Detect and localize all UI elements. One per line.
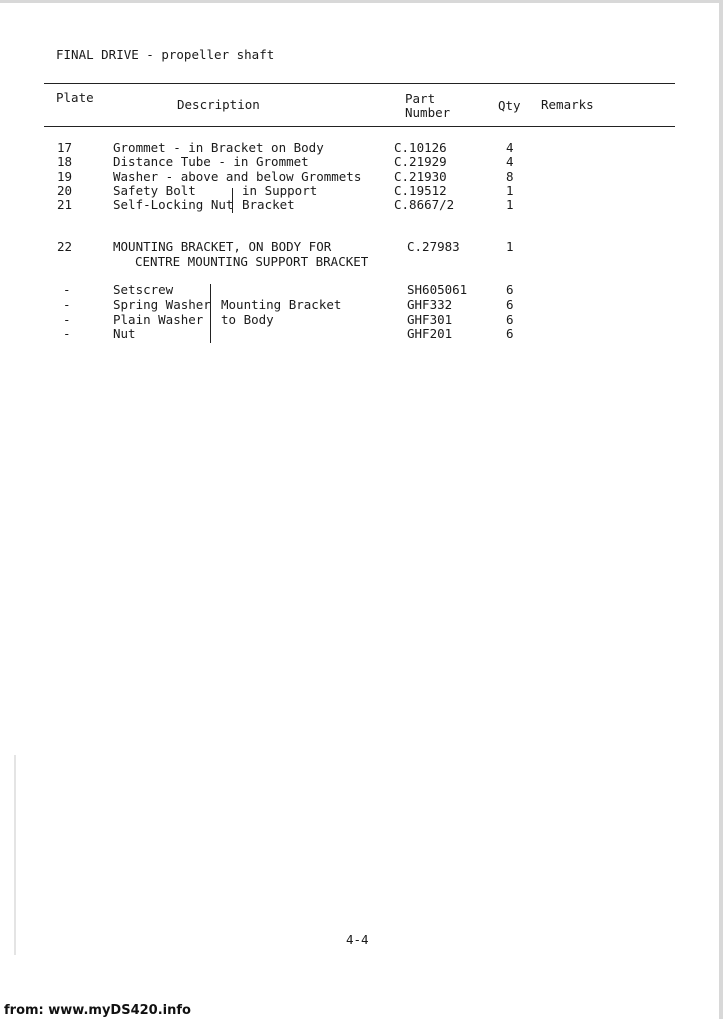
cell-qty: 1 <box>506 239 514 254</box>
cell-description: Distance Tube - in Grommet <box>113 154 309 169</box>
page-title: FINAL DRIVE - propeller shaft <box>56 47 275 62</box>
cell-plate: 21 <box>57 197 73 212</box>
header-qty: Qty <box>498 98 521 113</box>
cell-plate: 19 <box>57 169 73 184</box>
cell-plate: - <box>63 326 71 341</box>
cell-qty: 6 <box>506 312 514 327</box>
cell-description: Grommet - in Bracket on Body <box>113 140 324 155</box>
header-part-number-line2: Number <box>405 105 451 120</box>
cell-qty: 4 <box>506 140 514 155</box>
scan-edge-top <box>0 0 723 3</box>
cell-qty: 1 <box>506 183 514 198</box>
cell-part-number: SH605061 <box>407 282 468 297</box>
cell-part-number: C.21929 <box>394 154 447 169</box>
cell-plate: 17 <box>57 140 73 155</box>
cell-description: Setscrew <box>113 282 174 297</box>
page-number: 4-4 <box>346 932 369 947</box>
cell-part-number: C.10126 <box>394 140 447 155</box>
scan-edge-left <box>14 755 16 955</box>
cell-description-line2: CENTRE MOUNTING SUPPORT BRACKET <box>135 254 369 269</box>
cell-description: Plain Washer <box>113 312 204 327</box>
cell-description: Washer - above and below Grommets <box>113 169 362 184</box>
header-top-rule <box>44 83 675 84</box>
cell-part-number: C.19512 <box>394 183 447 198</box>
cell-qty: 6 <box>506 326 514 341</box>
scan-edge-right <box>719 0 723 1019</box>
cell-part-number: GHF301 <box>407 312 453 327</box>
header-remarks: Remarks <box>541 97 594 112</box>
cell-qty: 1 <box>506 197 514 212</box>
cell-part-number: GHF201 <box>407 326 453 341</box>
cell-description: Nut <box>113 326 136 341</box>
cell-part-number: C.27983 <box>407 239 460 254</box>
cell-description-line1: MOUNTING BRACKET, ON BODY FOR <box>113 239 332 254</box>
header-plate: Plate <box>56 90 94 105</box>
cell-plate: 22 <box>57 239 73 254</box>
cell-plate: 18 <box>57 154 73 169</box>
cell-qty: 6 <box>506 282 514 297</box>
cell-qty: 4 <box>506 154 514 169</box>
header-part-number-line1: Part <box>405 91 436 106</box>
group2-bracket-note-line1: Mounting Bracket <box>221 297 342 312</box>
cell-part-number: C.21930 <box>394 169 447 184</box>
group1-bracket-note-line2: Bracket <box>242 197 295 212</box>
cell-qty: 8 <box>506 169 514 184</box>
cell-part-number: C.8667/2 <box>394 197 455 212</box>
cell-description: Safety Bolt <box>113 183 196 198</box>
group1-bracket-divider <box>232 188 233 213</box>
header-description: Description <box>177 97 260 112</box>
source-footer: from: www.myDS420.info <box>4 1003 191 1018</box>
cell-plate: 20 <box>57 183 73 198</box>
header-bottom-rule <box>44 126 675 127</box>
cell-plate: - <box>63 312 71 327</box>
cell-part-number: GHF332 <box>407 297 453 312</box>
group2-bracket-divider <box>210 284 211 343</box>
cell-description: Spring Washer <box>113 297 211 312</box>
cell-qty: 6 <box>506 297 514 312</box>
group2-bracket-note-line2: to Body <box>221 312 274 327</box>
cell-plate: - <box>63 282 71 297</box>
group1-bracket-note-line1: in Support <box>242 183 318 198</box>
cell-plate: - <box>63 297 71 312</box>
cell-description: Self-Locking Nut <box>113 197 234 212</box>
